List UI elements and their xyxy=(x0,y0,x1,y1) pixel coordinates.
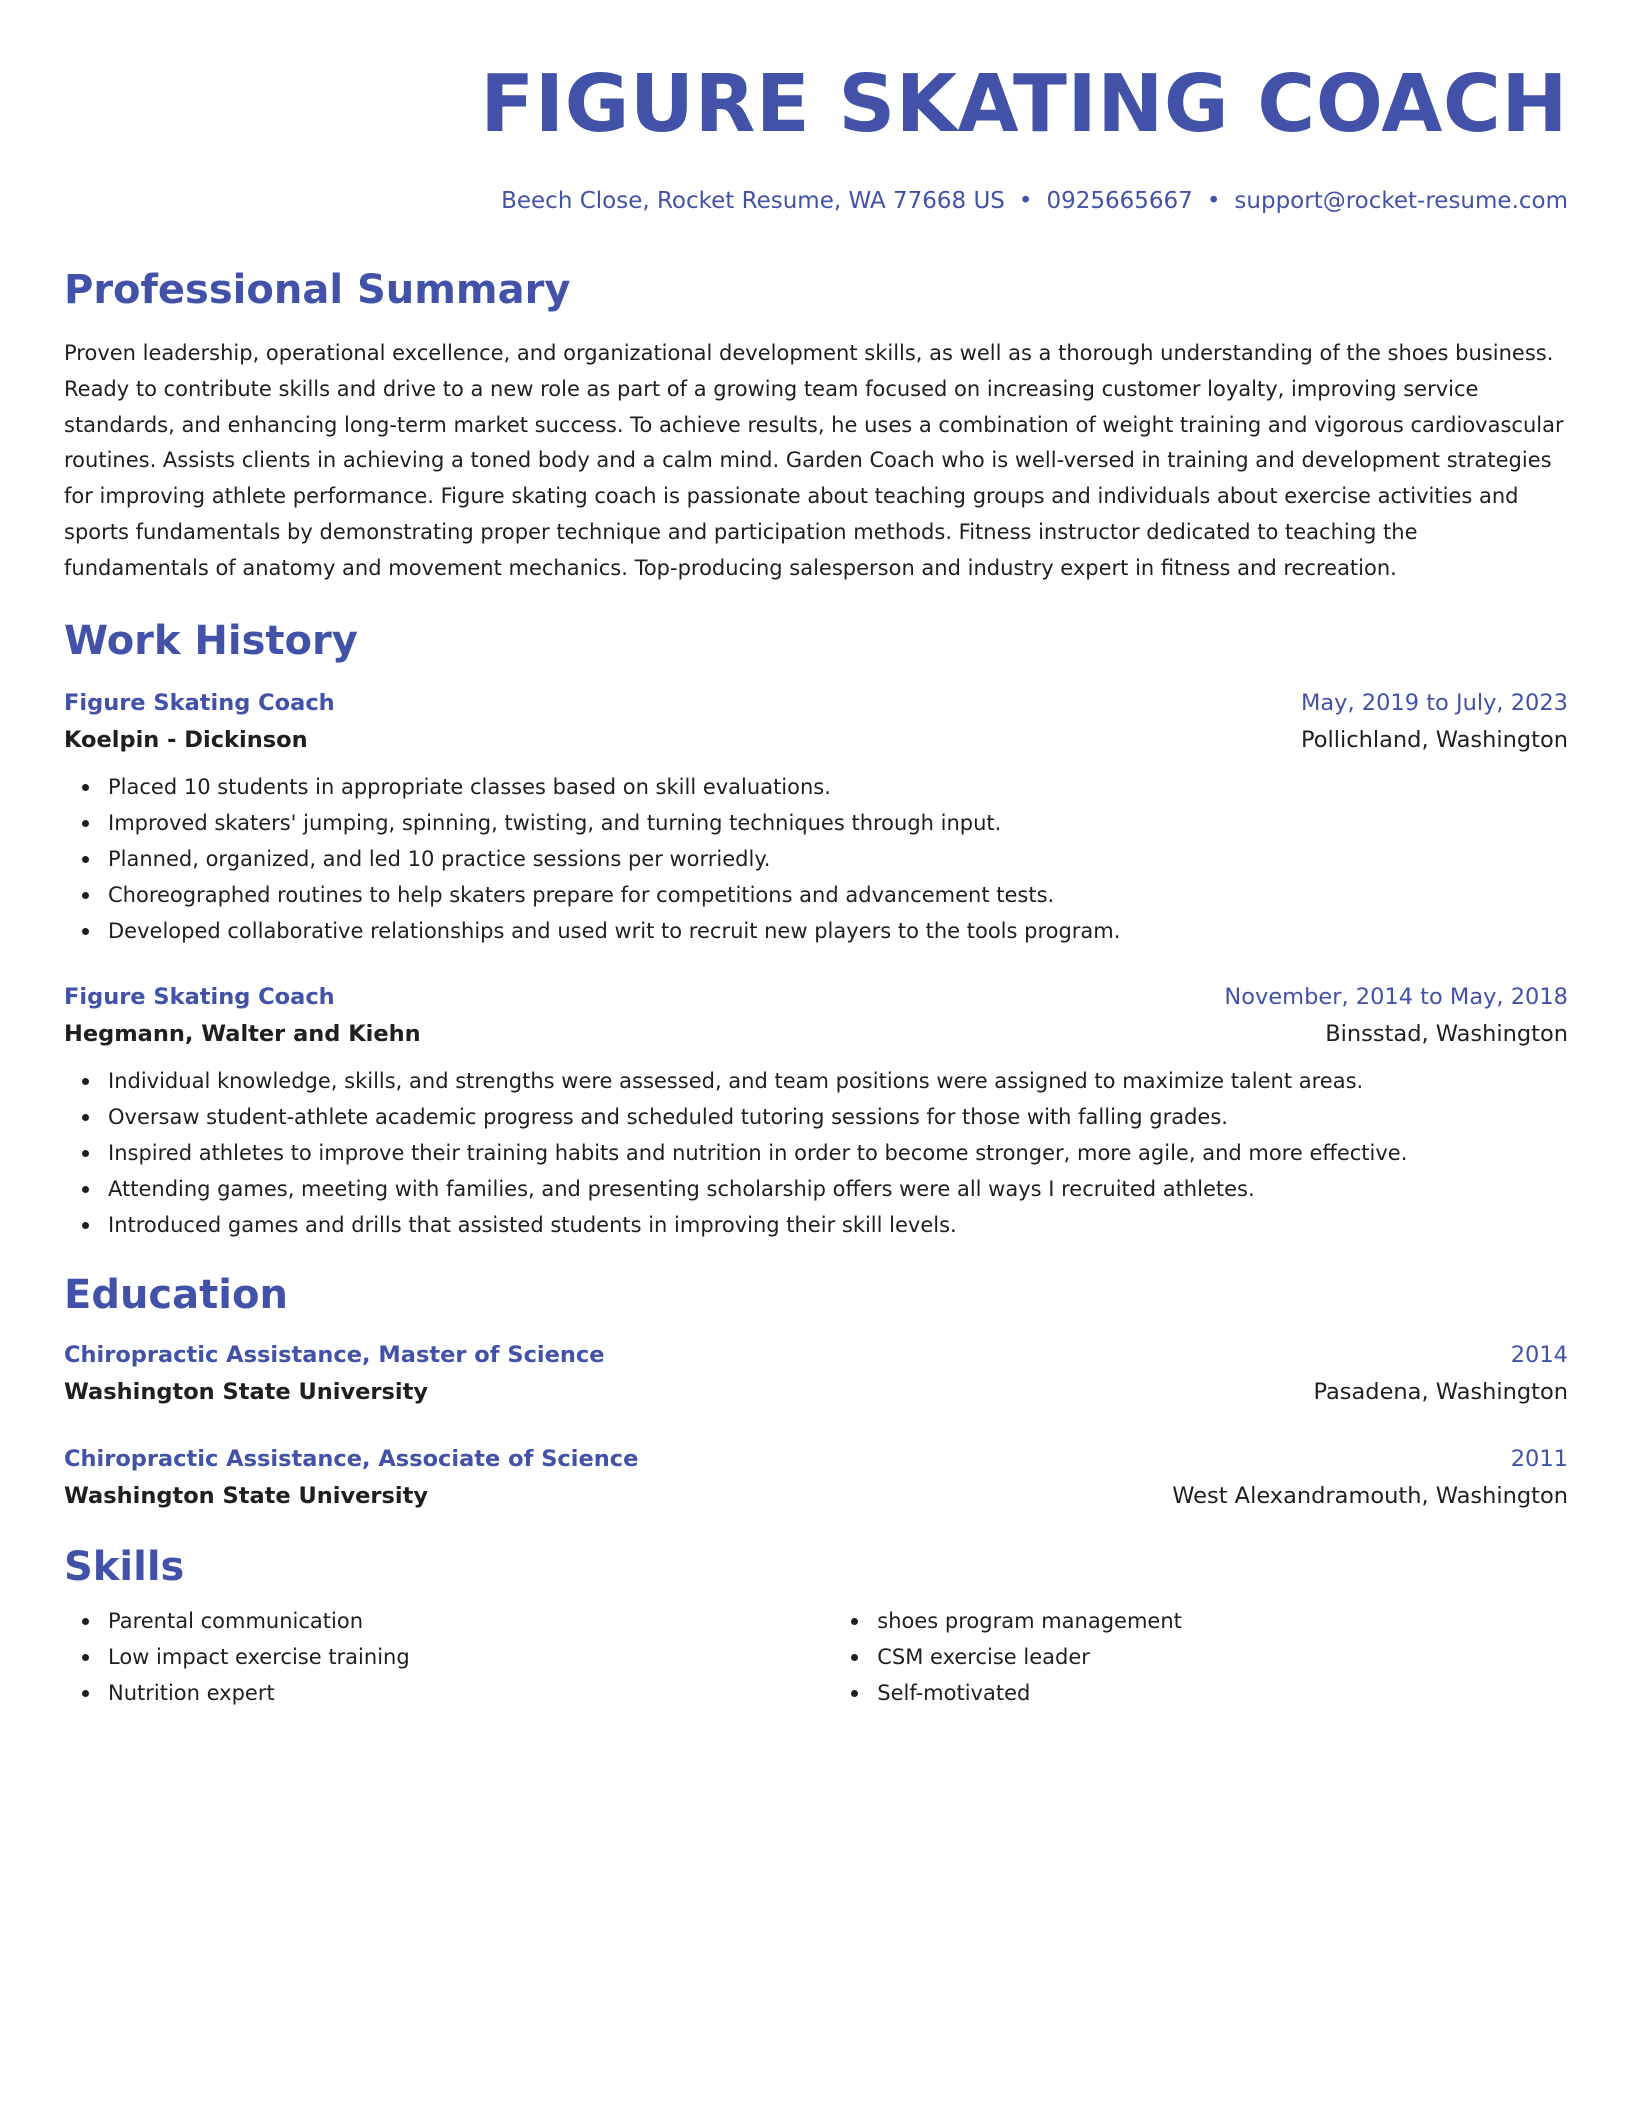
work-entry xyxy=(64,685,1568,949)
resume-name: FIGURE SKATING COACH xyxy=(480,58,1568,150)
skill-item: Self-motivated xyxy=(877,1675,1568,1711)
work-title-row xyxy=(64,979,1568,1015)
contact-separator: • xyxy=(1206,188,1221,214)
job-title: Figure Skating Coach xyxy=(64,689,335,716)
section-title-summary: Professional Summary xyxy=(64,267,571,313)
work-org-row xyxy=(64,1015,1568,1053)
list-item: Developed collaborative relationships and used writ to recruit new players to the tools program. xyxy=(108,913,1568,949)
job-dates: November, 2014 to May, 2018 xyxy=(1224,983,1568,1010)
skills-columns xyxy=(64,1603,1568,1711)
degree-row xyxy=(64,1441,1568,1477)
graduation-year: 2014 xyxy=(1510,1341,1568,1368)
contact-address: Beech Close, Rocket Resume, WA 77668 US xyxy=(501,188,1005,214)
section-title-education: Education xyxy=(64,1271,288,1318)
job-duties-list xyxy=(64,769,1568,949)
list-item: Planned, organized, and led 10 practice sessions per worriedly. xyxy=(108,841,1568,877)
work-entry xyxy=(64,979,1568,1243)
section-title-skills: Skills xyxy=(64,1543,185,1590)
contact-separator: • xyxy=(1018,188,1033,214)
degree-row xyxy=(64,1337,1568,1373)
school-location: West Alexandramouth, Washington xyxy=(1172,1482,1568,1509)
company-name: Koelpin - Dickinson xyxy=(64,726,308,753)
skills-list-left xyxy=(64,1603,833,1711)
list-item: Choreographed routines to help skaters prepare for competitions and advancement tests. xyxy=(108,877,1568,913)
contact-line xyxy=(64,188,1568,214)
job-title: Figure Skating Coach xyxy=(64,983,335,1010)
skills-list-right xyxy=(833,1603,1568,1711)
list-item: Introduced games and drills that assisted students in improving their skill levels. xyxy=(108,1207,1568,1243)
list-item: Placed 10 students in appropriate classes based on skill evaluations. xyxy=(108,769,1568,805)
list-item: Individual knowledge, skills, and strengths were assessed, and team positions were assigned to maximize talent areas. xyxy=(108,1063,1568,1099)
job-dates: May, 2019 to July, 2023 xyxy=(1300,689,1568,716)
education-entry xyxy=(64,1441,1568,1515)
section-title-work-history: Work History xyxy=(64,617,358,664)
school-name: Washington State University xyxy=(64,1378,429,1405)
list-item: Oversaw student-athlete academic progress and scheduled tutoring sessions for those with falling grades. xyxy=(108,1099,1568,1135)
skill-item: CSM exercise leader xyxy=(877,1639,1568,1675)
school-name: Washington State University xyxy=(64,1482,429,1509)
work-org-row xyxy=(64,721,1568,759)
contact-email[interactable]: support@rocket-resume.com xyxy=(1234,188,1568,214)
job-duties-list xyxy=(64,1063,1568,1243)
job-location: Pollichland, Washington xyxy=(1300,726,1568,753)
skill-item: Nutrition expert xyxy=(108,1675,833,1711)
list-item: Attending games, meeting with families, and presenting scholarship offers were all ways I recruited athletes. xyxy=(108,1171,1568,1207)
list-item: Improved skaters' jumping, spinning, twisting, and turning techniques through input. xyxy=(108,805,1568,841)
skill-item: Parental communication xyxy=(108,1603,833,1639)
graduation-year: 2011 xyxy=(1510,1445,1568,1472)
job-location: Binsstad, Washington xyxy=(1325,1020,1568,1047)
degree-title: Chiropractic Assistance, Master of Science xyxy=(64,1341,605,1368)
skill-item: Low impact exercise training xyxy=(108,1639,833,1675)
summary-text: Proven leadership, operational excellence, and organizational development skills, as well as a thorough understanding of the shoes business. Ready to contribute skills and drive to a new role as part of a growing team focused on increasing customer loyalty, improving service standards, and enhancing long-term market success. To achieve results, he uses a combination of weight training and vigorous cardiovascular routines. Assists clients in achieving a toned body and a calm mind. Garden Coach who is well-versed in training and development strategies for improving athlete performance. Figure skating coach is passionate about teaching groups and individuals about exercise activities and sports fundamentals by demonstrating proper technique and participation methods. Fitness instructor dedicated to teaching the fundamentals of anatomy and movement mechanics. Top-producing salesperson and industry expert in fitness and recreation. xyxy=(64,341,1564,580)
degree-title: Chiropractic Assistance, Associate of Science xyxy=(64,1445,639,1472)
work-title-row xyxy=(64,685,1568,721)
school-row xyxy=(64,1477,1568,1515)
company-name: Hegmann, Walter and Kiehn xyxy=(64,1020,421,1047)
list-item: Inspired athletes to improve their training habits and nutrition in order to become stronger, more agile, and more effective. xyxy=(108,1135,1568,1171)
contact-phone: 0925665667 xyxy=(1046,188,1193,214)
school-location: Pasadena, Washington xyxy=(1313,1378,1568,1405)
education-entry xyxy=(64,1337,1568,1411)
skill-item: shoes program management xyxy=(877,1603,1568,1639)
school-row xyxy=(64,1373,1568,1411)
